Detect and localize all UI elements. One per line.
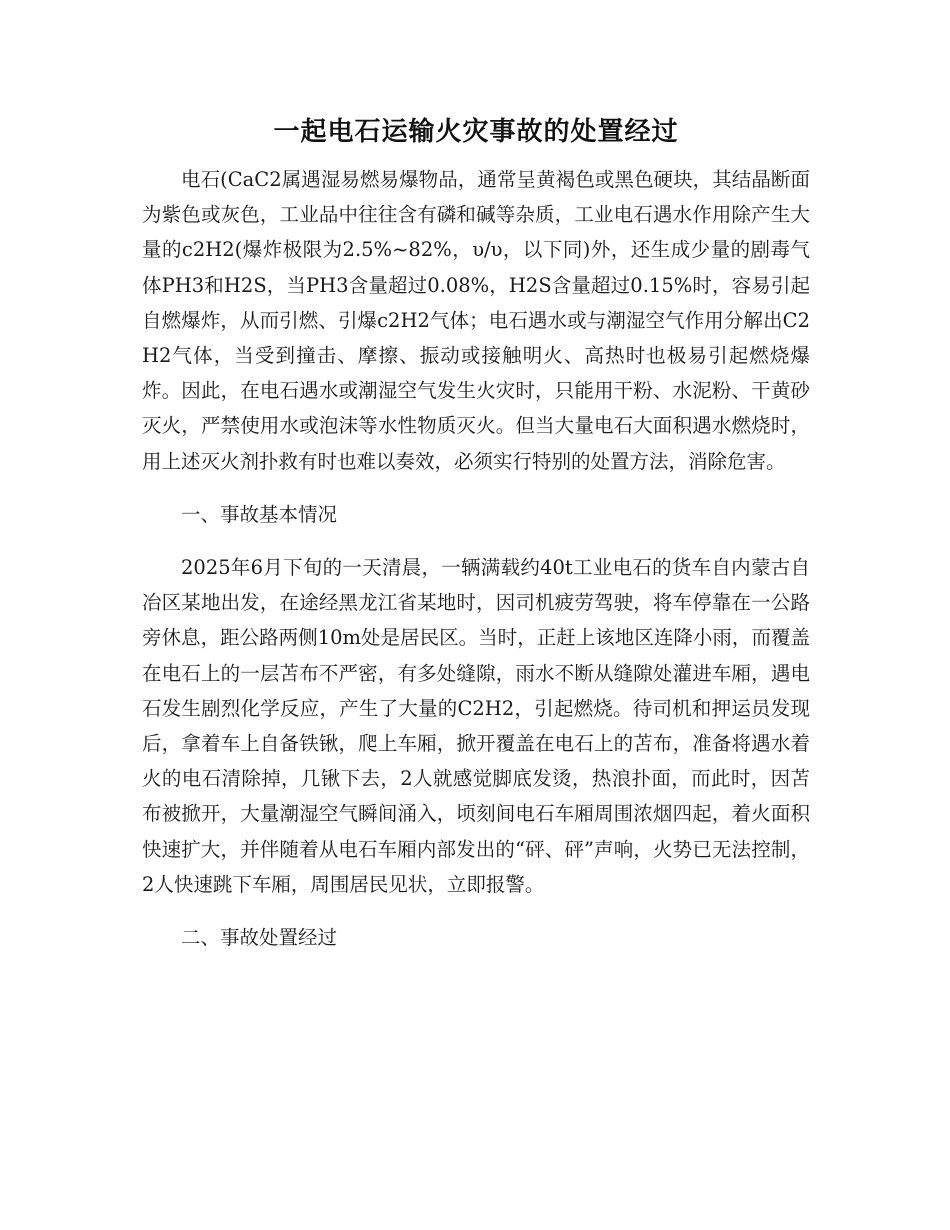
section-heading-handling-process: 二、事故处置经过 (181, 926, 338, 950)
document-title: 一起电石运输火灾事故的处置经过 (273, 117, 679, 147)
section-heading-basic-situation: 一、事故基本情况 (181, 502, 338, 526)
section-paragraph-basic-situation: 2025年6月下旬的一天清晨，一辆满载约40t工业电石的货车自内蒙古自冶区某地出发，在途经黑龙江省某地时，因司机疲劳驾驶，将车停靠在一公路旁休息，距公路两侧10m处是居民区。当时，正赶上该地区连降小雨，而覆盖在电石上的一层苫布不严密，有多处缝隙，雨水不断从缝隙处灌进车厢，遇电石发生剧烈化学反应，产生了大量的C2H2，引起燃烧。待司机和押运员发现后，拿着车上自备铁锹，爬上车厢，掀开覆盖在电石上的苫布，准备将遇水着火的电石清除掉，几锹下去，2人就感觉脚底发烫，热浪扑面，而此时，因苫布被掀开，大量潮湿空气瞬间涌入，顷刻间电石车厢周围浓烟四起，着火面积快速扩大，并伴随着从电石车厢内部发出的“砰、砰”声响，火势已无法控制，2人快速跳下车厢，周围居民见状，立即报警。 (142, 556, 810, 896)
intro-paragraph: 电石(CaC2属遇湿易燃易爆物品，通常呈黄褐色或黑色硬块，其结晶断面为紫色或灰色，工业品中往往含有磷和碱等杂质，工业电石遇水作用除产生大量的c2H2(爆炸极限为2.5%~82%，υ/υ，以下同)外，还生成少量的剧毒气体PH3和H2S，当PH3含量超过0.08%，H2S含量超过0.15%时，容易引起自燃爆炸，从而引燃、引爆c2H2气体；电石遇水或与潮湿空气作用分解出C2H2气体，当受到撞击、摩擦、振动或接触明火、高热时也极易引起燃烧爆炸。因此，在电石遇水或潮湿空气发生火灾时，只能用干粉、水泥粉、干黄砂灭火，严禁使用水或泡沫等水性物质灭火。但当大量电石大面积遇水燃烧时，用上述灭火剂扑救有时也难以奏效，必须实行特别的处置方法，消除危害。 (142, 168, 810, 473)
document-body (142, 110, 810, 973)
